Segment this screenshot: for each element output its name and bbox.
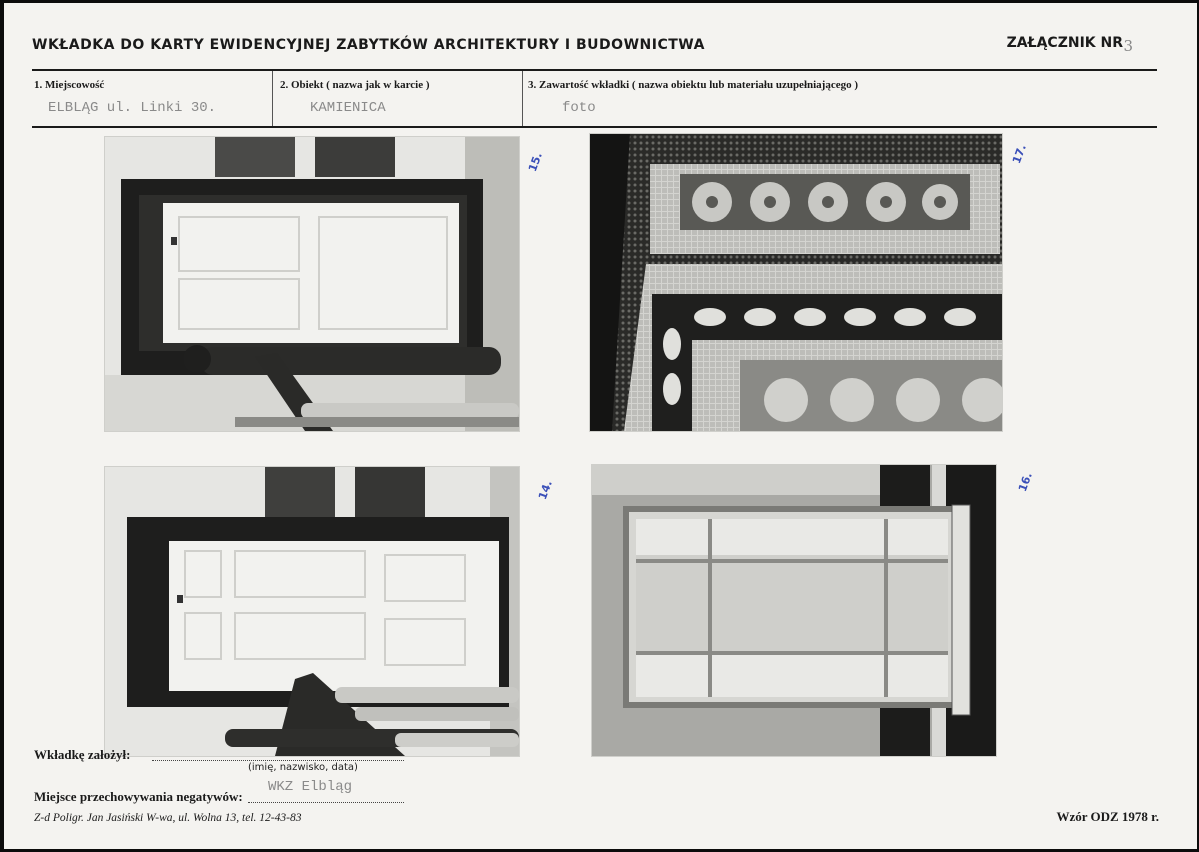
photo-mosaic-floor (590, 134, 1002, 431)
annex-label: ZAŁĄCZNIK NR (1006, 35, 1123, 51)
photo-number: 14. (536, 478, 555, 502)
prepared-by-label: Wkładkę założył: (34, 747, 131, 762)
bottom-rule (32, 126, 1157, 128)
form-title: WKŁADKA DO KARTY EWIDENCYJNEJ ZABYTKÓW ARCHITEKTURY I BUDOWNICTWA (32, 37, 705, 53)
object-value: KAMIENICA (310, 100, 386, 116)
prepared-by-hint: (imię, nazwisko, data) (248, 762, 358, 773)
form-sheet (4, 3, 1197, 849)
object-label: 2. Obiekt ( nazwa jak w karcie ) (280, 79, 430, 91)
field-divider (522, 71, 523, 126)
photo-door-1 (105, 137, 519, 431)
prepared-by-line (152, 760, 404, 761)
negatives-line (248, 802, 404, 803)
locality-label: 1. Miejscowość (34, 79, 105, 91)
photo-number: 15. (526, 150, 545, 174)
photo-number: 16. (1016, 470, 1035, 494)
photo-number: 17. (1010, 142, 1029, 166)
photo-door-2 (105, 467, 519, 756)
printer-imprint: Z-d Poligr. Jan Jasiński W-wa, ul. Wolna 13, tel. 12-43-83 (34, 812, 302, 824)
annex-number: 3 (1123, 37, 1133, 55)
photo-window (592, 465, 996, 756)
negatives-value: WKZ Elbląg (268, 779, 353, 795)
content-value: foto (562, 100, 596, 116)
template-id: Wzór ODZ 1978 r. (1056, 809, 1159, 824)
locality-value: ELBLĄG ul. Linki 30. (48, 100, 217, 116)
negatives-label: Miejsce przechowywania negatywów: (34, 789, 243, 804)
field-divider (272, 71, 273, 126)
top-rule (32, 69, 1157, 71)
content-label: 3. Zawartość wkładki ( nazwa obiektu lub materiału uzupełniającego ) (528, 79, 859, 91)
